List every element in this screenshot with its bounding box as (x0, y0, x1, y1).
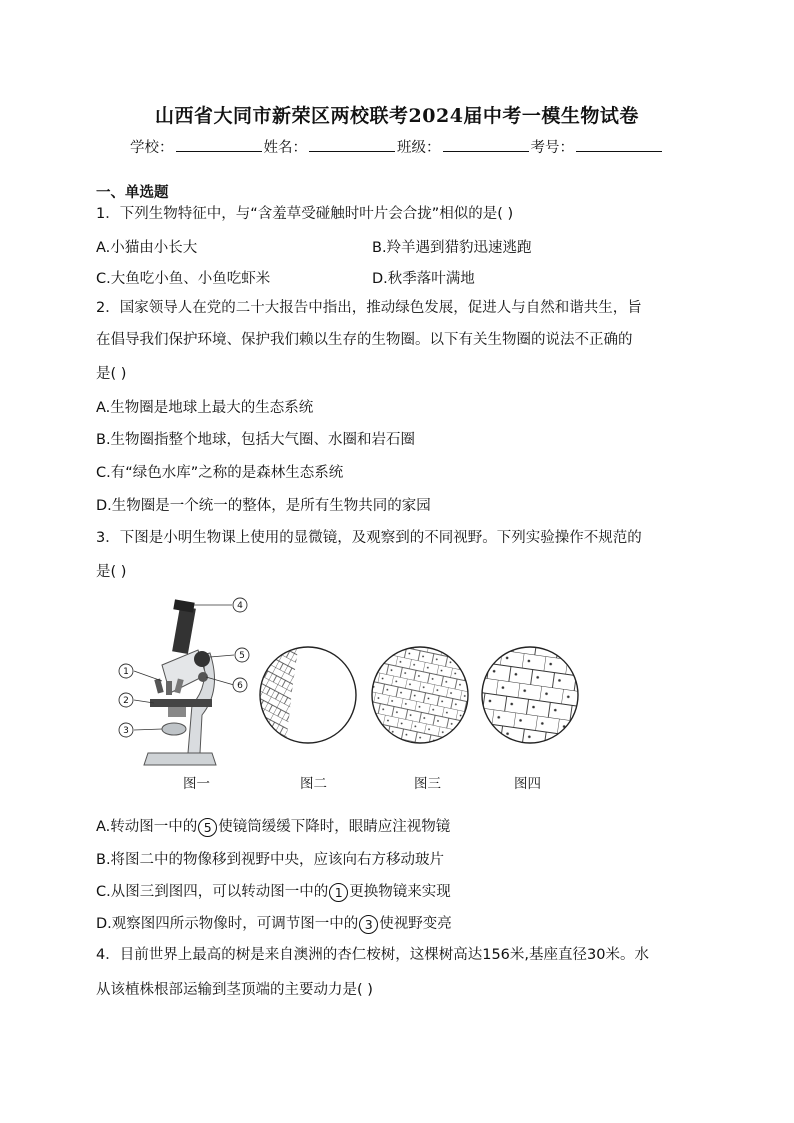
microscope-figure (110, 595, 590, 773)
section-heading: 一、单选题 (96, 185, 169, 201)
number-blank (576, 139, 662, 152)
q2-stem-line2: 在倡导我们保护环境、保护我们赖以生存的生物圈。以下有关生物圈的说法不正确的 (96, 332, 633, 348)
q2-stem-line3: 是( ) (96, 366, 127, 382)
class-blank (443, 139, 529, 152)
q1-option-b: B.羚羊遇到猎豹迅速逃跑 (372, 240, 532, 256)
number-label: 考号： (530, 140, 574, 156)
circled-number-1: 1 (329, 883, 348, 902)
callout-5: 5 (239, 651, 245, 661)
field-of-view-3 (370, 645, 470, 745)
callout-3: 3 (123, 726, 129, 736)
q1-option-c: C.大鱼吃小鱼、小鱼吃虾米 (96, 271, 271, 287)
school-blank (176, 139, 262, 152)
q3-option-a: A.转动图一中的 5 使镜筒缓缓下降时，眼睛应注视物镜 (96, 819, 451, 835)
figure-label-4: 图四 (514, 776, 541, 792)
q2-stem-line1: 2．国家领导人在党的二十大报告中指出，推动绿色发展，促进人与自然和谐共生，旨 (96, 300, 642, 316)
page-title: 山西省大同市新荣区两校联考2024届中考一模生物试卷 (155, 105, 639, 127)
field-of-view-2 (260, 647, 356, 745)
name-label: 姓名： (263, 140, 307, 156)
school-label: 学校： (130, 140, 174, 156)
circled-number-3: 3 (359, 915, 378, 934)
q4-stem-line1: 4．目前世界上最高的树是来自澳洲的杏仁桉树，这棵树高达156米,基座直径30米。水 (96, 947, 649, 963)
callout-4: 4 (237, 601, 243, 611)
q4-stem-line2: 从该植株根部运输到茎顶端的主要动力是( ) (96, 982, 373, 998)
q3-option-d: D.观察图四所示物像时，可调节图一中的 3 使视野变亮 (96, 916, 452, 932)
q3-stem-line1: 3．下图是小明生物课上使用的显微镜，及观察到的不同视野。下列实验操作不规范的 (96, 530, 642, 546)
callout-6: 6 (237, 681, 243, 691)
q1-stem: 1．下列生物特征中，与“含羞草受碰触时叶片会合拢”相似的是( ) (96, 206, 514, 222)
q2-option-a: A.生物圈是地球上最大的生态系统 (96, 400, 314, 416)
class-label: 班级： (397, 140, 441, 156)
q3-stem-line2: 是( ) (96, 564, 127, 580)
figure-label-1: 图一 (183, 776, 210, 792)
q2-option-b: B.生物圈指整个地球，包括大气圈、水圈和岩石圈 (96, 432, 416, 448)
q3-option-c: C.从图三到图四，可以转动图一中的 1 更换物镜来实现 (96, 884, 451, 900)
microscope-drawing (144, 599, 216, 765)
figure-label-2: 图二 (300, 776, 327, 792)
q3-option-b: B.将图二中的物像移到视野中央，应该向右方移动玻片 (96, 852, 445, 868)
q2-option-c: C.有“绿色水库”之称的是森林生态系统 (96, 465, 344, 481)
figure-label-3: 图三 (414, 776, 441, 792)
name-blank (309, 139, 395, 152)
q2-option-d: D.生物圈是一个统一的整体，是所有生物共同的家园 (96, 498, 431, 514)
callout-2: 2 (123, 696, 129, 706)
q1-option-d: D.秋季落叶满地 (372, 271, 475, 287)
student-info-line (0, 136, 794, 157)
field-of-view-4 (480, 645, 580, 745)
circled-number-5: 5 (198, 818, 217, 837)
q1-option-a: A.小猫由小长大 (96, 240, 198, 256)
callout-1: 1 (123, 667, 129, 677)
